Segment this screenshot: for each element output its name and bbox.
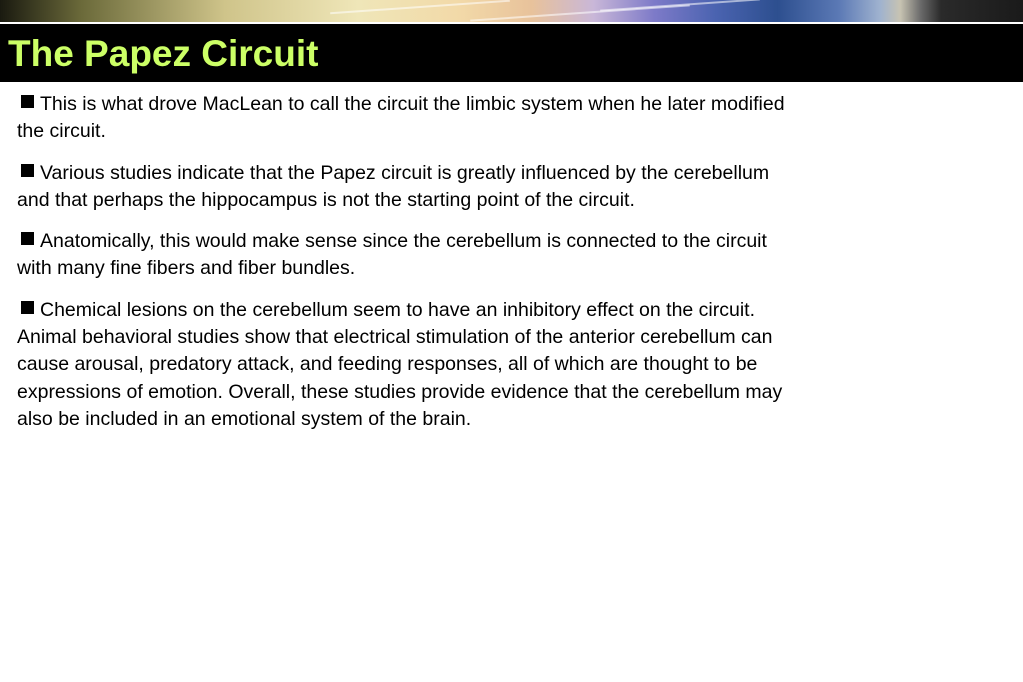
slide-title: The Papez Circuit [8, 33, 319, 74]
square-bullet-icon [21, 164, 34, 177]
square-bullet-icon [21, 95, 34, 108]
bullet-list [17, 91, 792, 447]
bullet-item [17, 228, 792, 283]
decorative-header-banner [0, 0, 1023, 22]
bullet-text: Anatomically, this would make sense since the cerebellum is connected to the circuit with many fine fibers and fiber bundles. [17, 230, 767, 280]
square-bullet-icon [21, 301, 34, 314]
bullet-text: Chemical lesions on the cerebellum seem to have an inhibitory effect on the circuit. Animal behavioral studies show that electrical stimulation of the anterior cerebellum can cause arousal, predatory attack, and feeding responses, all of which are thought to be expressions of emotion. Overall, these studies provide evidence that the cerebellum may also be included in an emotional system of the brain. [17, 298, 783, 430]
bullet-item [17, 91, 792, 146]
bullet-text: Various studies indicate that the Papez circuit is greatly influenced by the cerebellum and that perhaps the hippocampus is not the starting point of the circuit. [17, 161, 770, 211]
bullet-text: This is what drove MacLean to call the circuit the limbic system when he later modified the circuit. [17, 93, 785, 143]
bullet-item [17, 297, 792, 433]
square-bullet-icon [21, 232, 34, 245]
bullet-item [17, 160, 792, 215]
